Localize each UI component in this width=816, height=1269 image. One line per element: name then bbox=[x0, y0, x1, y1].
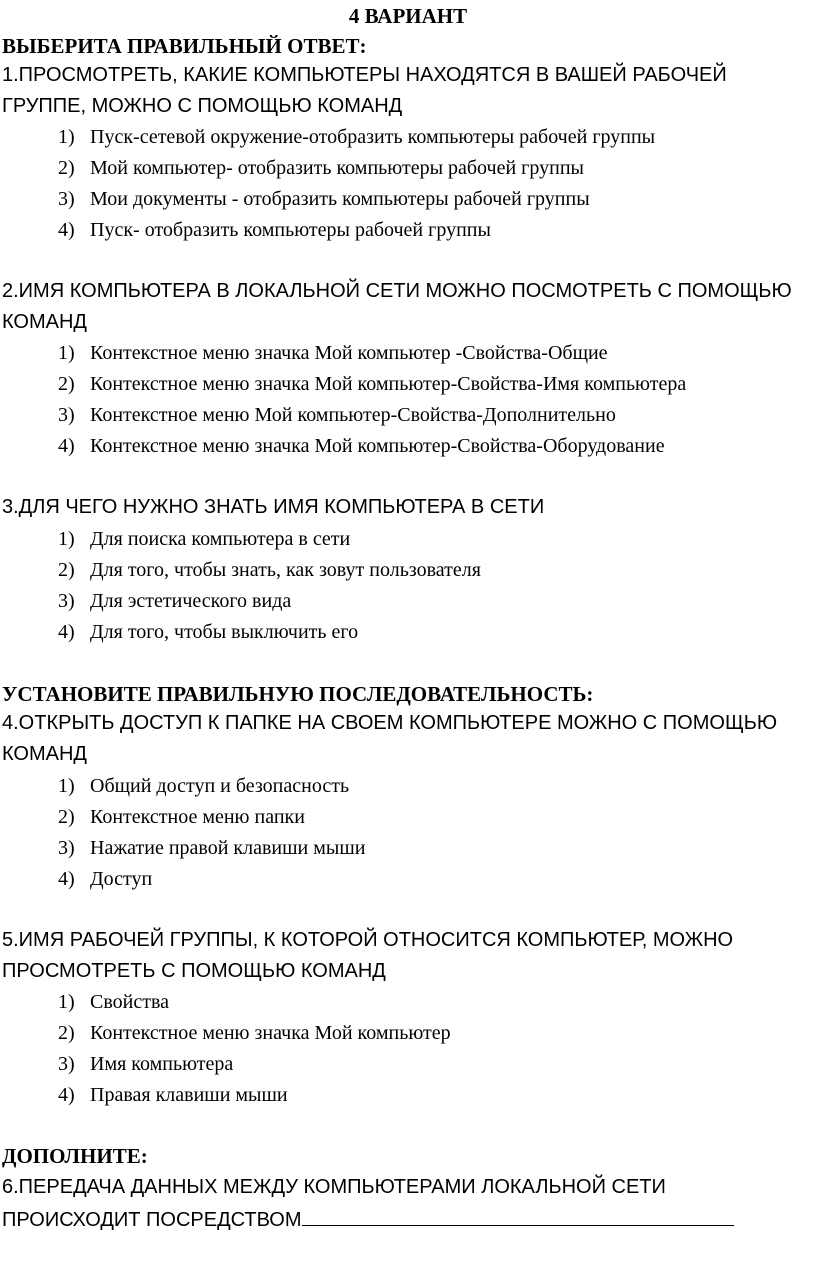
option-text: Имя компьютера bbox=[90, 1053, 234, 1075]
option-text: Контекстное меню значка Мой компьютер-Свойства-Имя компьютера bbox=[90, 373, 687, 395]
option[interactable] bbox=[58, 1018, 451, 1049]
option[interactable] bbox=[58, 400, 686, 431]
question-1-text: 1.ПРОСМОТРЕТЬ, КАКИЕ КОМПЬЮТЕРЫ НАХОДЯТСЯ В ВАШЕЙ РАБОЧЕЙ ГРУППЕ, МОЖНО С ПОМОЩЬЮ КОМАНД bbox=[2, 64, 727, 117]
option-number: 3) bbox=[58, 188, 75, 210]
option-text: Контекстное меню папки bbox=[90, 806, 305, 828]
option[interactable] bbox=[58, 864, 365, 895]
option-text: Для того, чтобы выключить его bbox=[90, 621, 359, 643]
option[interactable] bbox=[58, 369, 686, 400]
question-6-label: 6.ПЕРЕДАЧА ДАННЫХ МЕЖДУ КОМПЬЮТЕРАМИ ЛОКАЛЬНОЙ СЕТИ ПРОИСХОДИТ ПОСРЕДСТВОМ bbox=[2, 1176, 666, 1231]
section-heading-choose: ВЫБЕРИТА ПРАВИЛЬНЫЙ ОТВЕТ: bbox=[2, 34, 367, 58]
option-number: 1) bbox=[58, 126, 75, 148]
answer-blank[interactable] bbox=[302, 1203, 734, 1226]
option-number: 2) bbox=[58, 559, 75, 581]
option-number: 3) bbox=[58, 590, 75, 612]
option-number: 1) bbox=[58, 775, 75, 797]
option-text: Для эстетического вида bbox=[90, 590, 292, 612]
option[interactable] bbox=[58, 431, 686, 462]
option-number: 3) bbox=[58, 404, 75, 426]
option-text: Контекстное меню значка Мой компьютер -Свойства-Общие bbox=[90, 342, 608, 364]
option[interactable] bbox=[58, 524, 481, 555]
question-1-options bbox=[58, 122, 655, 246]
option[interactable] bbox=[58, 1080, 451, 1111]
option-number: 3) bbox=[58, 1053, 75, 1075]
option-number: 4) bbox=[58, 868, 75, 890]
option-text: Пуск-сетевой окружение-отобразить компьютеры рабочей группы bbox=[90, 126, 656, 148]
option[interactable] bbox=[58, 1049, 451, 1080]
option-number: 1) bbox=[58, 528, 75, 550]
option[interactable] bbox=[58, 555, 481, 586]
variant-title: 4 ВАРИАНТ bbox=[348, 4, 468, 28]
option-text: Свойства bbox=[90, 991, 170, 1013]
option[interactable] bbox=[58, 987, 451, 1018]
option-number: 3) bbox=[58, 837, 75, 859]
option-text: Мои документы - отобразить компьютеры рабочей группы bbox=[90, 188, 590, 210]
option-text: Для того, чтобы знать, как зовут пользователя bbox=[90, 559, 481, 581]
option-text: Нажатие правой клавиши мыши bbox=[90, 837, 366, 859]
question-4-options bbox=[58, 771, 365, 895]
question-2-text: 2.ИМЯ КОМПЬЮТЕРА В ЛОКАЛЬНОЙ СЕТИ МОЖНО ПОСМОТРЕТЬ С ПОМОЩЬЮ КОМАНД bbox=[2, 280, 792, 333]
question-3-options bbox=[58, 524, 481, 648]
option[interactable] bbox=[58, 586, 481, 617]
option-number: 2) bbox=[58, 1022, 75, 1044]
option-number: 2) bbox=[58, 157, 75, 179]
option-text: Контекстное меню значка Мой компьютер-Свойства-Оборудование bbox=[90, 435, 665, 457]
question-5-text: 5.ИМЯ РАБОЧЕЙ ГРУППЫ, К КОТОРОЙ ОТНОСИТСЯ КОМПЬЮТЕР, МОЖНО ПРОСМОТРЕТЬ С ПОМОЩЬЮ КОМАНД bbox=[2, 929, 734, 982]
option[interactable] bbox=[58, 184, 655, 215]
option[interactable] bbox=[58, 802, 365, 833]
option[interactable] bbox=[58, 617, 481, 648]
option-text: Контекстное меню значка Мой компьютер bbox=[90, 1022, 451, 1044]
option-number: 1) bbox=[58, 342, 75, 364]
option-number: 4) bbox=[58, 219, 75, 241]
option[interactable] bbox=[58, 771, 365, 802]
section-heading-complete: ДОПОЛНИТЕ: bbox=[2, 1144, 148, 1168]
option-number: 4) bbox=[58, 435, 75, 457]
option-text: Контекстное меню Мой компьютер-Свойства-Дополнительно bbox=[90, 404, 616, 426]
option-number: 1) bbox=[58, 991, 75, 1013]
question-5-options bbox=[58, 987, 451, 1111]
option[interactable] bbox=[58, 153, 655, 184]
option[interactable] bbox=[58, 833, 365, 864]
option-text: Для поиска компьютера в сети bbox=[90, 528, 351, 550]
section-heading-sequence: УСТАНОВИТЕ ПРАВИЛЬНУЮ ПОСЛЕДОВАТЕЛЬНОСТЬ: bbox=[2, 682, 594, 706]
option[interactable] bbox=[58, 338, 686, 369]
option[interactable] bbox=[58, 215, 655, 246]
option-text: Доступ bbox=[90, 868, 153, 890]
option-number: 4) bbox=[58, 621, 75, 643]
question-4-text: 4.ОТКРЫТЬ ДОСТУП К ПАПКЕ НА СВОЕМ КОМПЬЮТЕРЕ МОЖНО С ПОМОЩЬЮ КОМАНД bbox=[2, 712, 778, 765]
question-6-text bbox=[2, 1172, 802, 1236]
option-text: Правая клавиши мыши bbox=[90, 1084, 288, 1106]
option-number: 4) bbox=[58, 1084, 75, 1106]
option-text: Общий доступ и безопасность bbox=[90, 775, 350, 797]
option-text: Пуск- отобразить компьютеры рабочей группы bbox=[90, 219, 491, 241]
question-2-options bbox=[58, 338, 686, 462]
question-3-text: 3.ДЛЯ ЧЕГО НУЖНО ЗНАТЬ ИМЯ КОМПЬЮТЕРА В СЕТИ bbox=[2, 496, 545, 518]
option-text: Мой компьютер- отобразить компьютеры рабочей группы bbox=[90, 157, 584, 179]
option[interactable] bbox=[58, 122, 655, 153]
option-number: 2) bbox=[58, 373, 75, 395]
option-number: 2) bbox=[58, 806, 75, 828]
